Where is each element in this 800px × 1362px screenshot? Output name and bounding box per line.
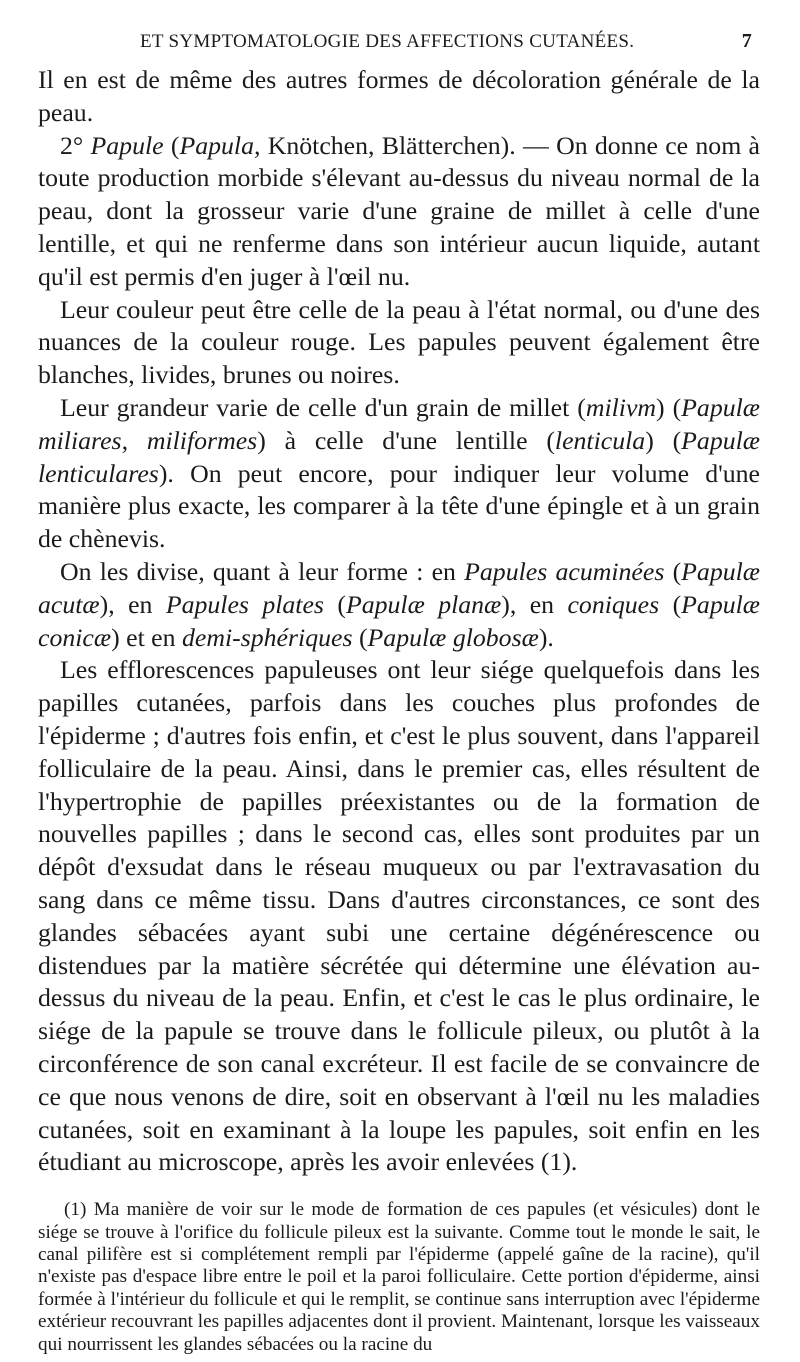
- text-run: (1) Ma manière de voir sur le mode de formation de ces papules (et vésicules) dont le siége se trouve à l'orifice du follicule pileux est la suivante. Comme tout le monde le sait, le canal pilifère est si complétement rempli par l'épiderme (appelé gaîne de la racine), qu'il n'existe pas d'espace libre entre le poil et la paroi folliculaire. Cette portion d'épiderme, ainsi formée à l'intérieur du follicule et qui le remplit, se continue sans interruption avec l'épiderme extérieur recouvrant les papilles adjacentes dont il provient. Maintenant, lorsque les vaisseaux qui nourrissent les glandes sébacées ou la racine du: [38, 1199, 760, 1355]
- text-run: (: [323, 589, 346, 619]
- text-run: ) à celle d'une lentille (: [257, 425, 555, 455]
- paragraph: [38, 294, 760, 392]
- footnotes: [38, 1199, 760, 1356]
- paragraph: [38, 130, 760, 294]
- italic-text-run: milivm: [585, 392, 657, 422]
- page-number: 7: [741, 30, 752, 52]
- italic-text-run: Papules acuminées: [464, 556, 665, 586]
- text-run: (: [664, 556, 682, 586]
- paragraph: [38, 654, 760, 1179]
- running-title: ET SYMPTOMATOLOGIE DES AFFECTIONS CUTANÉES.: [140, 31, 635, 52]
- text-run: (: [163, 130, 180, 160]
- text-run: Knötchen, Blätterchen). — On donne ce nom à toute production morbide s'élevant au-dessus du niveau normal de la peau, dont la grosseur varie d'une graine de millet à celle d'une lentille, et qui ne renferme dans son intérieur aucun liquide, autant qu'il est permis d'en juger à l'œil nu.: [38, 130, 761, 291]
- paragraph: [38, 556, 760, 654]
- paragraph: [38, 64, 760, 130]
- text-run: Leur grandeur varie de celle d'un grain de millet (: [60, 392, 586, 422]
- italic-text-run: Papules plates: [165, 589, 324, 619]
- italic-text-run: coniques: [567, 589, 660, 619]
- italic-text-run: demi-sphériques: [181, 622, 353, 652]
- text-run: 2°: [60, 130, 91, 160]
- text-run: (: [659, 589, 682, 619]
- text-run: ), en: [501, 589, 568, 619]
- body-text: [38, 64, 760, 1179]
- text-run: ) (: [645, 425, 682, 455]
- italic-text-run: Papulæ conicæ: [38, 589, 760, 652]
- paragraph: [38, 392, 760, 556]
- italic-text-run: Papulæ miliares, miliformes: [38, 392, 760, 455]
- italic-text-run: Papulæ lenticulares: [38, 425, 760, 488]
- text-run: ), en: [99, 589, 166, 619]
- text-run: Les efflorescences papuleuses ont leur siége quelquefois dans les papilles cutanées, parfois dans les couches plus profondes de l'épiderme ; d'autres fois enfin, et c'est le plus souvent, dans l'appareil folliculaire de la peau. Ainsi, dans le premier cas, elles résultent de l'hypertrophie de papilles préexistantes ou de la formation de nouvelles papilles ; dans le second cas, elles sont produites par un dépôt d'exsudat dans le réseau muqueux ou par l'extravasation du sang dans ce même tissu. Dans d'autres circonstances, ce sont des glandes sébacées ayant subi une certaine dégénérescence ou distendues par la matière sécrétée qui détermine une élévation au-dessus du niveau de la peau. Enfin, et c'est le cas le plus ordinaire, le siége de la papule se trouve dans le follicule pileux, ou plutôt à la circonférence de son canal excréteur. Il est facile de se convaincre de ce que nous venons de dire, soit en observant à l'œil nu les maladies cutanées, soit en examinant à la loupe les papules, soit enfin en les étudiant au microscope, après les avoir enlevées (1).: [38, 655, 760, 1177]
- italic-text-run: Papulæ planæ: [345, 589, 502, 619]
- text-run: Leur couleur peut être celle de la peau à l'état normal, ou d'une des nuances de la couleur rouge. Les papules peuvent également être blanches, livides, brunes ou noires.: [38, 294, 760, 390]
- text-run: ) (: [656, 392, 682, 422]
- footnote: [38, 1199, 760, 1356]
- running-head: [140, 30, 752, 62]
- text-run: ). On peut encore, pour indiquer leur volume d'une manière plus exacte, les comparer à la tête d'une épingle et à un grain de chènevis.: [38, 458, 760, 554]
- text-run: ).: [538, 622, 554, 652]
- text-run: ) et en: [111, 622, 182, 652]
- italic-text-run: Papula,: [179, 130, 261, 160]
- text-run: On les divise, quant à leur forme : en: [60, 556, 465, 586]
- italic-text-run: Papulæ globosæ: [367, 622, 539, 652]
- italic-text-run: lenticula: [554, 425, 646, 455]
- text-run: Il en est de même des autres formes de décoloration générale de la peau.: [38, 65, 760, 127]
- italic-text-run: Papule: [90, 130, 164, 160]
- italic-text-run: Papulæ acutæ: [38, 556, 760, 619]
- text-run: (: [352, 622, 368, 652]
